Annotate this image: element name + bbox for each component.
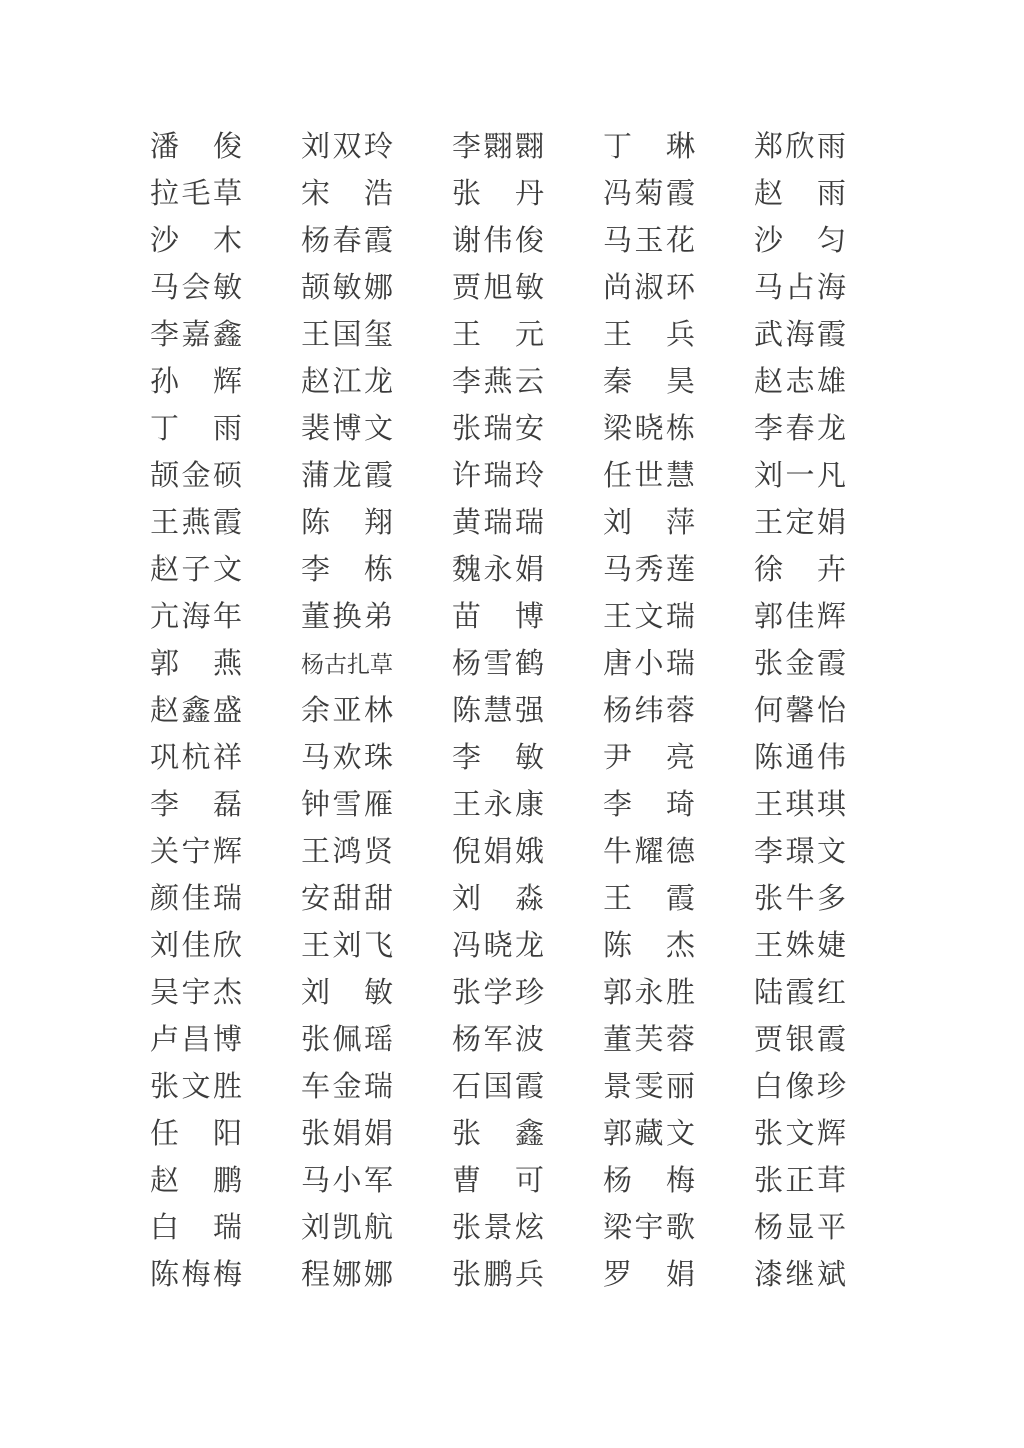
person-name: 贾旭敏: [452, 272, 544, 304]
person-name: 刘佳欣: [150, 930, 242, 962]
person-name: 倪娟娥: [452, 836, 544, 868]
roster-cell: [452, 312, 544, 359]
roster-cell: [301, 876, 393, 923]
roster-cell: [603, 124, 695, 171]
person-name: 唐小瑞: [603, 648, 695, 680]
person-name: 孙辉: [150, 366, 242, 398]
roster-cell: [301, 594, 393, 641]
roster-cell: [150, 265, 242, 312]
person-name: 冯晓龙: [452, 930, 544, 962]
person-name: 王永康: [452, 789, 544, 821]
roster-cell: [754, 218, 846, 265]
roster-cell: [301, 171, 393, 218]
person-name: 钟雪雁: [301, 789, 393, 821]
roster-cell: [301, 782, 393, 829]
person-name: 马小军: [301, 1165, 393, 1197]
person-name: 张牛多: [754, 883, 846, 915]
roster-cell: [754, 594, 846, 641]
person-name: 刘敏: [301, 977, 393, 1009]
person-name: 裴博文: [301, 413, 393, 445]
roster-cell: [603, 406, 695, 453]
person-name: 景雯丽: [603, 1071, 695, 1103]
person-name: 王刘飞: [301, 930, 393, 962]
person-name: 张正茸: [754, 1165, 846, 1197]
roster-cell: [150, 594, 242, 641]
roster-cell: [754, 923, 846, 970]
person-name: 冯菊霞: [603, 178, 695, 210]
person-name: 丁雨: [150, 413, 242, 445]
roster-cell: [603, 547, 695, 594]
person-name: 程娜娜: [301, 1259, 393, 1291]
person-name: 马玉花: [603, 225, 695, 257]
person-name: 漆继斌: [754, 1259, 846, 1291]
person-name: 何馨怡: [754, 695, 846, 727]
person-name: 刘凯航: [301, 1212, 393, 1244]
person-name: 王国玺: [301, 319, 393, 351]
roster-cell: [603, 876, 695, 923]
roster-cell: [150, 782, 242, 829]
roster-cell: [150, 735, 242, 782]
roster-cell: [301, 1252, 393, 1299]
person-name: 王文瑞: [603, 601, 695, 633]
roster-cell: [150, 970, 242, 1017]
roster-cell: [150, 406, 242, 453]
roster-cell: [603, 829, 695, 876]
roster-cell: [301, 218, 393, 265]
roster-cell: [603, 500, 695, 547]
roster-cell: [301, 453, 393, 500]
roster-cell: [603, 1205, 695, 1252]
roster-cell: [301, 265, 393, 312]
roster-cell: [754, 453, 846, 500]
person-name: 张鑫: [452, 1118, 544, 1150]
roster-cell: [754, 1017, 846, 1064]
roster-cell: [754, 970, 846, 1017]
roster-cell: [452, 171, 544, 218]
roster-cell: [150, 1205, 242, 1252]
roster-cell: [754, 1205, 846, 1252]
roster-cell: [150, 500, 242, 547]
roster-cell: [301, 1205, 393, 1252]
roster-cell: [452, 124, 544, 171]
roster-cell: [452, 1111, 544, 1158]
person-name: 亢海年: [150, 601, 242, 633]
roster-cell: [301, 735, 393, 782]
person-name: 颉敏娜: [301, 272, 393, 304]
roster-cell: [150, 1064, 242, 1111]
person-name: 拉毛草: [150, 178, 242, 210]
person-name: 张景炫: [452, 1212, 544, 1244]
name-roster-grid: [150, 124, 845, 1299]
person-name: 宋浩: [301, 178, 393, 210]
person-name: 任世慧: [603, 460, 695, 492]
roster-cell: [452, 782, 544, 829]
roster-cell: [150, 1252, 242, 1299]
roster-cell: [452, 500, 544, 547]
person-name: 尹亮: [603, 742, 695, 774]
person-name: 许瑞玲: [452, 460, 544, 492]
roster-cell: [754, 359, 846, 406]
person-name: 丁琳: [603, 131, 695, 163]
roster-cell: [301, 406, 393, 453]
roster-cell: [150, 171, 242, 218]
person-name: 王燕霞: [150, 507, 242, 539]
person-name: 张鹏兵: [452, 1259, 544, 1291]
roster-cell: [452, 1017, 544, 1064]
roster-cell: [754, 500, 846, 547]
roster-cell: [603, 218, 695, 265]
person-name: 郭佳辉: [754, 601, 846, 633]
person-name: 曹可: [452, 1165, 544, 1197]
roster-cell: [150, 688, 242, 735]
roster-cell: [603, 923, 695, 970]
roster-cell: [603, 171, 695, 218]
roster-cell: [301, 923, 393, 970]
roster-cell: [603, 782, 695, 829]
person-name: 郑欣雨: [754, 131, 846, 163]
person-name: 石国霞: [452, 1071, 544, 1103]
person-name: 王琪琪: [754, 789, 846, 821]
roster-cell: [150, 1111, 242, 1158]
roster-cell: [754, 782, 846, 829]
roster-cell: [301, 312, 393, 359]
person-name: 梁晓栋: [603, 413, 695, 445]
roster-cell: [452, 265, 544, 312]
person-name: 张金霞: [754, 648, 846, 680]
person-name: 苗博: [452, 601, 544, 633]
roster-cell: [754, 1158, 846, 1205]
roster-cell: [603, 312, 695, 359]
roster-cell: [603, 1017, 695, 1064]
person-name: 杨春霞: [301, 225, 393, 257]
person-name: 关宁辉: [150, 836, 242, 868]
person-name: 赵鹏: [150, 1165, 242, 1197]
person-name: 郭燕: [150, 648, 242, 680]
roster-cell: [754, 312, 846, 359]
person-name: 王霞: [603, 883, 695, 915]
person-name: 郭藏文: [603, 1118, 695, 1150]
person-name: 张丹: [452, 178, 544, 210]
roster-cell: [754, 1252, 846, 1299]
roster-cell: [150, 547, 242, 594]
person-name: 蒲龙霞: [301, 460, 393, 492]
roster-cell: [301, 1158, 393, 1205]
roster-cell: [452, 218, 544, 265]
roster-cell: [150, 641, 242, 688]
roster-cell: [603, 594, 695, 641]
roster-cell: [452, 1205, 544, 1252]
roster-cell: [754, 829, 846, 876]
person-name: 李翾翾: [452, 131, 544, 163]
roster-cell: [452, 829, 544, 876]
person-name: 陈梅梅: [150, 1259, 242, 1291]
person-name: 王定娟: [754, 507, 846, 539]
roster-cell: [603, 265, 695, 312]
roster-cell: [452, 970, 544, 1017]
person-name: 刘双玲: [301, 131, 393, 163]
roster-cell: [301, 641, 393, 688]
person-name: 王元: [452, 319, 544, 351]
person-name: 尚淑环: [603, 272, 695, 304]
roster-cell: [603, 735, 695, 782]
person-name: 刘萍: [603, 507, 695, 539]
person-name: 王兵: [603, 319, 695, 351]
person-name: 白瑞: [150, 1212, 242, 1244]
person-name: 杨显平: [754, 1212, 846, 1244]
person-name: 徐卉: [754, 554, 846, 586]
roster-cell: [452, 735, 544, 782]
person-name: 沙木: [150, 225, 242, 257]
roster-cell: [301, 1017, 393, 1064]
roster-cell: [301, 500, 393, 547]
person-name: 任阳: [150, 1118, 242, 1150]
roster-cell: [754, 547, 846, 594]
roster-cell: [754, 171, 846, 218]
person-name: 杨古扎草: [301, 652, 393, 677]
roster-cell: [301, 1064, 393, 1111]
roster-cell: [603, 1252, 695, 1299]
person-name: 陈翔: [301, 507, 393, 539]
roster-cell: [754, 1111, 846, 1158]
roster-cell: [452, 688, 544, 735]
person-name: 王姝婕: [754, 930, 846, 962]
roster-cell: [301, 1111, 393, 1158]
roster-cell: [603, 970, 695, 1017]
roster-cell: [150, 218, 242, 265]
roster-cell: [603, 641, 695, 688]
person-name: 梁宇歌: [603, 1212, 695, 1244]
person-name: 杨雪鹤: [452, 648, 544, 680]
roster-cell: [150, 876, 242, 923]
roster-cell: [150, 124, 242, 171]
roster-cell: [603, 453, 695, 500]
person-name: 陈通伟: [754, 742, 846, 774]
roster-cell: [150, 359, 242, 406]
person-name: 潘俊: [150, 131, 242, 163]
person-name: 巩杭祥: [150, 742, 242, 774]
person-name: 刘一凡: [754, 460, 846, 492]
person-name: 张娟娟: [301, 1118, 393, 1150]
roster-cell: [754, 641, 846, 688]
person-name: 谢伟俊: [452, 225, 544, 257]
roster-cell: [150, 453, 242, 500]
roster-cell: [603, 359, 695, 406]
person-name: 罗娟: [603, 1259, 695, 1291]
person-name: 沙匀: [754, 225, 846, 257]
roster-cell: [452, 876, 544, 923]
roster-cell: [452, 359, 544, 406]
person-name: 秦昊: [603, 366, 695, 398]
roster-cell: [452, 594, 544, 641]
roster-cell: [452, 406, 544, 453]
roster-cell: [301, 829, 393, 876]
person-name: 赵江龙: [301, 366, 393, 398]
roster-cell: [452, 923, 544, 970]
person-name: 李春龙: [754, 413, 846, 445]
roster-cell: [452, 1064, 544, 1111]
person-name: 李璟文: [754, 836, 846, 868]
roster-cell: [150, 923, 242, 970]
person-name: 马欢珠: [301, 742, 393, 774]
person-name: 杨梅: [603, 1165, 695, 1197]
roster-cell: [150, 1017, 242, 1064]
roster-cell: [301, 124, 393, 171]
roster-cell: [301, 688, 393, 735]
person-name: 张文辉: [754, 1118, 846, 1150]
person-name: 陈慧强: [452, 695, 544, 727]
person-name: 李敏: [452, 742, 544, 774]
person-name: 贾银霞: [754, 1024, 846, 1056]
roster-cell: [452, 1158, 544, 1205]
roster-cell: [301, 547, 393, 594]
person-name: 赵鑫盛: [150, 695, 242, 727]
person-name: 赵子文: [150, 554, 242, 586]
person-name: 余亚林: [301, 695, 393, 727]
roster-cell: [754, 688, 846, 735]
roster-cell: [150, 312, 242, 359]
person-name: 赵雨: [754, 178, 846, 210]
person-name: 牛耀德: [603, 836, 695, 868]
person-name: 张瑞安: [452, 413, 544, 445]
roster-cell: [603, 1158, 695, 1205]
roster-cell: [754, 1064, 846, 1111]
roster-cell: [754, 876, 846, 923]
person-name: 郭永胜: [603, 977, 695, 1009]
person-name: 赵志雄: [754, 366, 846, 398]
person-name: 王鸿贤: [301, 836, 393, 868]
person-name: 张学珍: [452, 977, 544, 1009]
person-name: 刘淼: [452, 883, 544, 915]
roster-cell: [301, 970, 393, 1017]
roster-cell: [301, 359, 393, 406]
roster-cell: [452, 453, 544, 500]
roster-cell: [754, 735, 846, 782]
person-name: 马会敏: [150, 272, 242, 304]
roster-cell: [754, 265, 846, 312]
person-name: 张文胜: [150, 1071, 242, 1103]
person-name: 颉金硕: [150, 460, 242, 492]
person-name: 颜佳瑞: [150, 883, 242, 915]
person-name: 安甜甜: [301, 883, 393, 915]
person-name: 车金瑞: [301, 1071, 393, 1103]
person-name: 武海霞: [754, 319, 846, 351]
person-name: 董换弟: [301, 601, 393, 633]
person-name: 张佩瑶: [301, 1024, 393, 1056]
person-name: 马秀莲: [603, 554, 695, 586]
person-name: 陈杰: [603, 930, 695, 962]
person-name: 董芙蓉: [603, 1024, 695, 1056]
person-name: 黄瑞瑞: [452, 507, 544, 539]
roster-cell: [452, 1252, 544, 1299]
person-name: 白像珍: [754, 1071, 846, 1103]
person-name: 杨军波: [452, 1024, 544, 1056]
roster-cell: [150, 829, 242, 876]
person-name: 李栋: [301, 554, 393, 586]
person-name: 魏永娟: [452, 554, 544, 586]
person-name: 李磊: [150, 789, 242, 821]
person-name: 吴宇杰: [150, 977, 242, 1009]
roster-cell: [452, 641, 544, 688]
roster-cell: [603, 1064, 695, 1111]
roster-cell: [754, 124, 846, 171]
roster-cell: [150, 1158, 242, 1205]
person-name: 李琦: [603, 789, 695, 821]
roster-cell: [603, 1111, 695, 1158]
roster-cell: [603, 688, 695, 735]
person-name: 杨纬蓉: [603, 695, 695, 727]
person-name: 马占海: [754, 272, 846, 304]
roster-cell: [452, 547, 544, 594]
person-name: 陆霞红: [754, 977, 846, 1009]
roster-cell: [754, 406, 846, 453]
person-name: 李燕云: [452, 366, 544, 398]
person-name: 李嘉鑫: [150, 319, 242, 351]
person-name: 卢昌博: [150, 1024, 242, 1056]
